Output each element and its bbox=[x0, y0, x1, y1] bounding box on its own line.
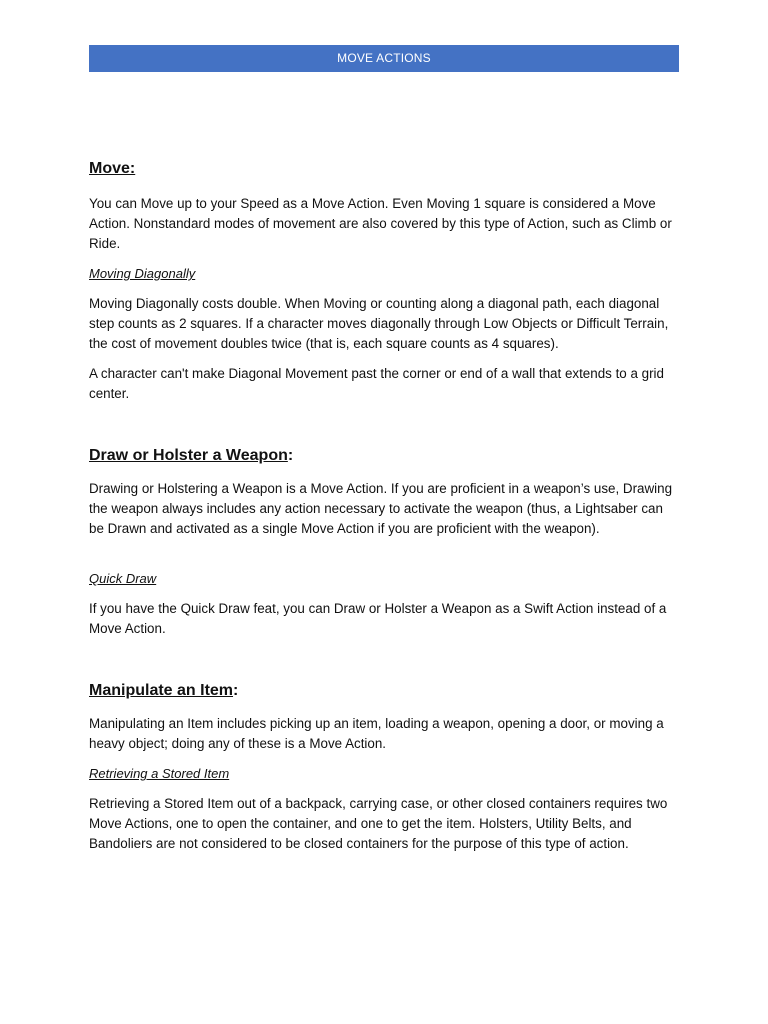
paragraph: If you have the Quick Draw feat, you can Draw or Holster a Weapon as a Swift Action instead of a Move Action. bbox=[89, 601, 667, 637]
page-banner: MOVE ACTIONS bbox=[89, 45, 679, 72]
paragraph: Retrieving a Stored Item out of a backpack, carrying case, or other closed containers requires two Move Actions, one to open the container, and one to get the item. Holsters, Utility Belts, and Bandoliers are not considered to be closed containers for the purpose of this type of action. bbox=[89, 796, 668, 852]
paragraph: A character can't make Diagonal Movement past the corner or end of a wall that extends to a grid center. bbox=[89, 366, 664, 402]
subheading-moving-diagonally bbox=[89, 264, 681, 284]
paragraph-diagonal-cost bbox=[89, 294, 681, 355]
subheading-retrieving-stored-item bbox=[89, 764, 681, 784]
section-manipulate-item bbox=[89, 680, 681, 702]
section-heading-manipulate-item: Manipulate an Item: bbox=[89, 682, 239, 699]
subheading-quick-draw bbox=[89, 569, 681, 589]
section-manipulate-paragraph bbox=[89, 714, 681, 754]
subheading: Quick Draw bbox=[89, 571, 157, 586]
paragraph: Manipulating an Item includes picking up an item, loading a weapon, opening a door, or moving a heavy object; doing any of these is a Move Action. bbox=[89, 716, 664, 752]
paragraph: You can Move up to your Speed as a Move Action. Even Moving 1 square is considered a Move Action. Nonstandard modes of movement are also covered by this type of Action, such as Climb or Ride. bbox=[89, 196, 672, 252]
subheading: Moving Diagonally bbox=[89, 266, 196, 281]
paragraph: Drawing or Holstering a Weapon is a Move Action. If you are proficient in a weapon’s use, Drawing the weapon always includes any action necessary to activate the weapon (thus, a Lightsaber can be Drawn and activated as a single Move Action if you are proficient with the weapon). bbox=[89, 481, 673, 537]
section-move bbox=[89, 158, 681, 180]
paragraph-diagonal-walls bbox=[89, 364, 681, 404]
paragraph: Moving Diagonally costs double. When Moving or counting along a diagonal path, each diagonal step counts as 2 squares. If a character moves diagonally through Low Objects or Difficult Terrain, the cost of movement doubles twice (that is, each square counts as 4 squares). bbox=[89, 296, 669, 352]
section-draw-paragraph bbox=[89, 479, 681, 540]
section-heading-draw-holster: Draw or Holster a Weapon: bbox=[89, 447, 294, 464]
section-heading-move: Move: bbox=[89, 160, 136, 177]
paragraph-retrieving-stored-item bbox=[89, 794, 681, 855]
subheading: Retrieving a Stored Item bbox=[89, 766, 230, 781]
section-draw-holster bbox=[89, 445, 681, 467]
paragraph-quick-draw bbox=[89, 599, 681, 639]
section-move-paragraph bbox=[89, 194, 681, 255]
